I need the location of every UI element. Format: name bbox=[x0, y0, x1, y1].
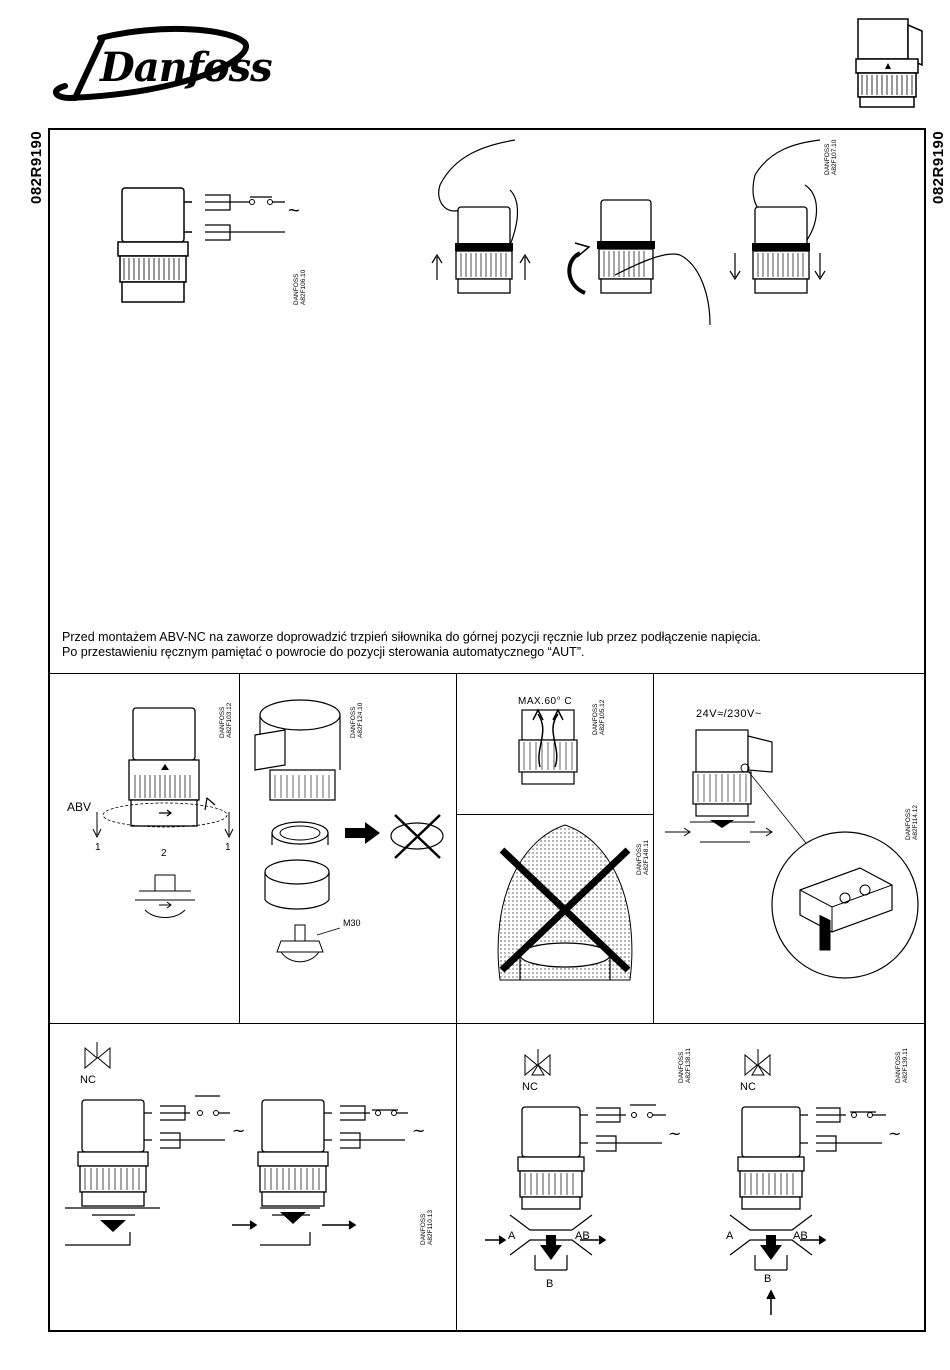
figure-6-code: DANFOSS A82F148.11 bbox=[636, 840, 650, 875]
svg-text:~: ~ bbox=[232, 1121, 246, 1140]
figure-7-terminal bbox=[660, 700, 920, 1020]
port-b-fig10: B bbox=[764, 1273, 772, 1285]
figure-1-code: DANFOSS A82F106.10 bbox=[293, 269, 307, 305]
divider-upper bbox=[48, 673, 926, 674]
figure-9-nc-3way-a bbox=[480, 1045, 700, 1305]
divider-v2 bbox=[456, 673, 457, 1332]
figure-4-code: DANFOSS A82F124.10 bbox=[350, 702, 364, 738]
thread-label: M30 bbox=[343, 918, 361, 928]
divider-v3 bbox=[653, 673, 654, 1024]
divider-mid-right bbox=[456, 814, 654, 815]
svg-text:~: ~ bbox=[668, 1124, 682, 1143]
figure-5-code: DANFOSS A82F105.12 bbox=[592, 699, 606, 735]
brand-logo bbox=[40, 18, 280, 108]
figure-5-max-temp bbox=[500, 692, 650, 812]
divider-v1 bbox=[239, 673, 240, 1024]
brand-wordmark: Danfoss bbox=[100, 44, 272, 91]
mounting-note bbox=[62, 630, 761, 660]
voltage-label: 24V≈/230V~ bbox=[696, 708, 762, 720]
figure-10-code: DANFOSS A82F139.11 bbox=[895, 1048, 909, 1083]
figure-10-nc-3way-b bbox=[700, 1045, 920, 1325]
figure-3-code: DANFOSS A82F103.12 bbox=[219, 702, 233, 738]
step-1-right: 1 bbox=[225, 842, 231, 853]
svg-text:~: ~ bbox=[888, 1124, 902, 1143]
figure-8-code: DANFOSS A82F110.13 bbox=[420, 1210, 434, 1245]
figure-2-manual-operation bbox=[425, 135, 845, 335]
nc-label-fig10: NC bbox=[740, 1081, 756, 1093]
figure-4-adapter bbox=[245, 690, 455, 1020]
mounting-note-line-1: Przed montażem ABV-NC na zaworze doprowadzić trzpień siłownika do górnej pozycji ręcznie lub przez podłączenie napięcia. bbox=[62, 630, 761, 644]
divider-lower bbox=[48, 1023, 926, 1024]
port-a-fig10: A bbox=[726, 1230, 734, 1242]
doc-code-left: 082R9190 bbox=[28, 130, 45, 204]
nc-label-fig9: NC bbox=[522, 1081, 538, 1093]
step-1-left: 1 bbox=[95, 842, 101, 853]
abv-label: ABV bbox=[67, 800, 92, 814]
nc-label-fig8: NC bbox=[80, 1074, 96, 1086]
port-a-fig9: A bbox=[508, 1230, 516, 1242]
max-temp-label: MAX.60° C bbox=[518, 696, 573, 707]
figure-7-code: DANFOSS A82F114.12 bbox=[905, 805, 919, 840]
port-ab-fig10: AB bbox=[793, 1230, 808, 1242]
doc-code-right: 082R9190 bbox=[930, 130, 947, 204]
port-ab-fig9: AB bbox=[575, 1230, 590, 1242]
figure-2-code: DANFOSS A82F107.10 bbox=[824, 139, 838, 175]
ac-symbol: ~ bbox=[288, 200, 300, 222]
figure-3-abv-adjust bbox=[55, 690, 235, 1020]
figure-6-no-cover bbox=[480, 820, 650, 1020]
figure-9-code: DANFOSS A82F138.11 bbox=[678, 1048, 692, 1083]
svg-text:~: ~ bbox=[412, 1121, 426, 1140]
step-2: 2 bbox=[161, 848, 167, 859]
figure-8-nc-2way bbox=[60, 1040, 440, 1250]
port-b-fig9: B bbox=[546, 1278, 554, 1290]
mounting-note-line-2: Po przestawieniu ręcznym pamiętać o powrocie do pozycji sterowania automatycznego “AUT”. bbox=[62, 645, 585, 659]
actuator-thumbnail-icon bbox=[852, 15, 927, 110]
